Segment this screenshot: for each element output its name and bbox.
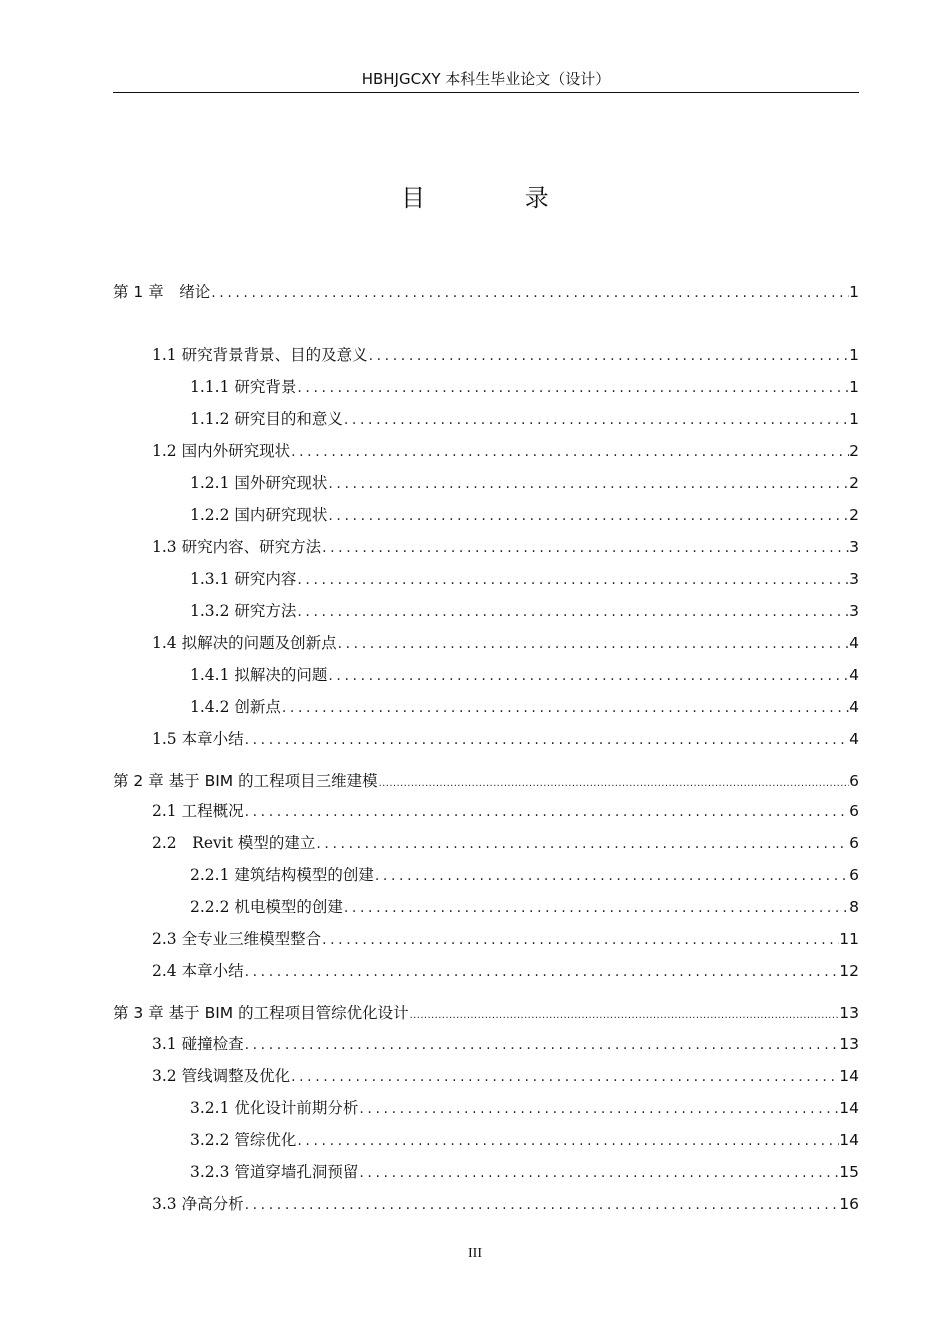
toc-leader-dots — [343, 408, 849, 432]
toc-leader-dots — [327, 472, 849, 496]
toc-entry-label: 2.2.2 机电模型的创建 — [190, 898, 343, 916]
toc-leader-dots — [409, 1004, 840, 1028]
toc-leader-dots — [296, 568, 849, 592]
toc-entry-3-2-2[interactable] — [190, 1128, 859, 1152]
toc-leader-dots — [327, 504, 849, 528]
toc-leader-dots — [315, 832, 849, 856]
toc-entry-1-2[interactable] — [152, 439, 859, 463]
toc-leader-dots — [244, 1193, 840, 1217]
toc-entry-page: 11 — [839, 930, 859, 948]
page-number: III — [468, 1246, 482, 1261]
toc-entry-ch3[interactable] — [113, 1001, 859, 1025]
toc-leader-dots — [321, 928, 839, 952]
toc-entry-label: 第 2 章 基于 BIM 的工程项目三维建模 — [113, 772, 378, 790]
toc-leader-dots — [327, 664, 849, 688]
toc-leader-dots — [296, 600, 849, 624]
toc-entry-label: 1.2.1 国外研究现状 — [190, 474, 328, 492]
toc-entry-label: 1.1 研究背景背景、目的及意义 — [152, 346, 368, 364]
toc-entry-label: 2.1 工程概况 — [152, 802, 244, 820]
toc-entry-3-2[interactable] — [152, 1064, 859, 1088]
toc-entry-label: 1.2 国内外研究现状 — [152, 442, 291, 460]
toc-entry-label: 1.5 本章小结 — [152, 730, 244, 748]
toc-entry-1-2-1[interactable] — [190, 471, 859, 495]
toc-entry-page: 3 — [849, 602, 859, 620]
toc-entry-ch1[interactable] — [113, 280, 859, 304]
toc-entry-1-1[interactable] — [152, 343, 859, 367]
toc-entry-3-2-1[interactable] — [190, 1096, 859, 1120]
toc-entry-page: 2 — [849, 442, 859, 460]
toc-entry-1-1-1[interactable] — [190, 375, 859, 399]
toc-entry-label: 3.2.2 管综优化 — [190, 1131, 297, 1149]
toc-entry-page: 14 — [839, 1131, 859, 1149]
toc-entry-label: 3.2.1 优化设计前期分析 — [190, 1099, 359, 1117]
toc-entry-3-1[interactable] — [152, 1032, 859, 1056]
toc-entry-page: 16 — [839, 1195, 859, 1213]
toc-entry-page: 1 — [849, 410, 859, 428]
toc-entry-label: 1.1.2 研究目的和意义 — [190, 410, 343, 428]
toc-entry-label: 第 1 章 绪论 — [113, 283, 211, 301]
toc-entry-1-4-2[interactable] — [190, 695, 859, 719]
toc-entry-page: 4 — [849, 730, 859, 748]
toc-entry-page: 1 — [849, 346, 859, 364]
toc-leader-dots — [244, 728, 850, 752]
page-header: HBHJGCXY 本科生毕业论文（设计） — [361, 70, 611, 88]
toc-entry-page: 12 — [839, 962, 859, 980]
toc-entry-page: 15 — [839, 1163, 859, 1181]
toc-entry-2-1[interactable] — [152, 799, 859, 823]
toc-entry-label: 1.2.2 国内研究现状 — [190, 506, 328, 524]
toc-entry-label: 2.2.1 建筑结构模型的创建 — [190, 866, 374, 884]
toc-entry-page: 4 — [849, 666, 859, 684]
toc-entry-1-2-2[interactable] — [190, 503, 859, 527]
toc-leader-dots — [343, 896, 849, 920]
toc-entry-page: 2 — [849, 506, 859, 524]
toc-entry-label: 3.2 管线调整及优化 — [152, 1067, 291, 1085]
toc-entry-label: 1.3 研究内容、研究方法 — [152, 538, 322, 556]
toc-entry-label: 1.4.2 创新点 — [190, 698, 281, 716]
toc-entry-label: 1.1.1 研究背景 — [190, 378, 297, 396]
toc-entry-label: 3.3 净高分析 — [152, 1195, 244, 1213]
toc-leader-dots — [296, 376, 849, 400]
toc-entry-1-3-1[interactable] — [190, 567, 859, 591]
toc-leader-dots — [281, 696, 849, 720]
toc-entry-3-2-3[interactable] — [190, 1160, 859, 1184]
toc-entry-page: 13 — [839, 1004, 859, 1022]
toc-leader-dots — [290, 1065, 839, 1089]
toc-entry-page: 1 — [849, 283, 859, 301]
toc-leader-dots — [244, 1033, 840, 1057]
toc-leader-dots — [244, 800, 850, 824]
toc-leader-dots — [374, 864, 849, 888]
toc-entry-ch2[interactable] — [113, 769, 859, 793]
toc-entry-page: 4 — [849, 698, 859, 716]
toc-entry-2-3[interactable] — [152, 927, 859, 951]
toc-leader-dots — [378, 772, 850, 796]
toc-entry-1-5[interactable] — [152, 727, 859, 751]
toc-leader-dots — [290, 440, 849, 464]
toc-entry-page: 4 — [849, 634, 859, 652]
toc-entry-2-2-2[interactable] — [190, 895, 859, 919]
toc-entry-2-4[interactable] — [152, 959, 859, 983]
toc-leader-dots — [210, 281, 849, 305]
toc-leader-dots — [244, 960, 840, 984]
toc-title: 目 录 — [401, 184, 595, 212]
toc-entry-label: 3.1 碰撞检查 — [152, 1035, 244, 1053]
toc-entry-label: 1.3.2 研究方法 — [190, 602, 297, 620]
toc-leader-dots — [296, 1129, 839, 1153]
toc-entry-page: 2 — [849, 474, 859, 492]
toc-entry-1-3-2[interactable] — [190, 599, 859, 623]
toc-entry-label: 第 3 章 基于 BIM 的工程项目管综优化设计 — [113, 1004, 409, 1022]
toc-entry-page: 6 — [849, 772, 859, 790]
toc-leader-dots — [368, 344, 850, 368]
toc-entry-label: 1.4 拟解决的问题及创新点 — [152, 634, 337, 652]
toc-entry-label: 1.3.1 研究内容 — [190, 570, 297, 588]
toc-entry-page: 14 — [839, 1099, 859, 1117]
toc-entry-3-3[interactable] — [152, 1192, 859, 1216]
toc-entry-label: 2.4 本章小结 — [152, 962, 244, 980]
toc-entry-page: 6 — [849, 834, 859, 852]
toc-leader-dots — [358, 1097, 839, 1121]
toc-entry-page: 6 — [849, 866, 859, 884]
toc-entry-1-4[interactable] — [152, 631, 859, 655]
toc-entry-page: 6 — [849, 802, 859, 820]
toc-entry-page: 3 — [849, 538, 859, 556]
toc-entry-1-4-1[interactable] — [190, 663, 859, 687]
toc-entry-label: 2.3 全专业三维模型整合 — [152, 930, 322, 948]
toc-entry-label: 3.2.3 管道穿墙孔洞预留 — [190, 1163, 359, 1181]
toc-leader-dots — [337, 632, 850, 656]
toc-entry-page: 14 — [839, 1067, 859, 1085]
toc-entry-page: 13 — [839, 1035, 859, 1053]
toc-entry-page: 8 — [849, 898, 859, 916]
toc-entry-1-3[interactable] — [152, 535, 859, 559]
toc-leader-dots — [358, 1161, 839, 1185]
toc-entry-1-1-2[interactable] — [190, 407, 859, 431]
header-rule — [113, 92, 859, 93]
toc-entry-label: 1.4.1 拟解决的问题 — [190, 666, 328, 684]
toc-leader-dots — [321, 536, 849, 560]
toc-entry-page: 1 — [849, 378, 859, 396]
toc-entry-2-2[interactable] — [152, 831, 859, 855]
toc-entry-2-2-1[interactable] — [190, 863, 859, 887]
toc-entry-label: 2.2 Revit 模型的建立 — [152, 834, 316, 852]
toc-entry-page: 3 — [849, 570, 859, 588]
